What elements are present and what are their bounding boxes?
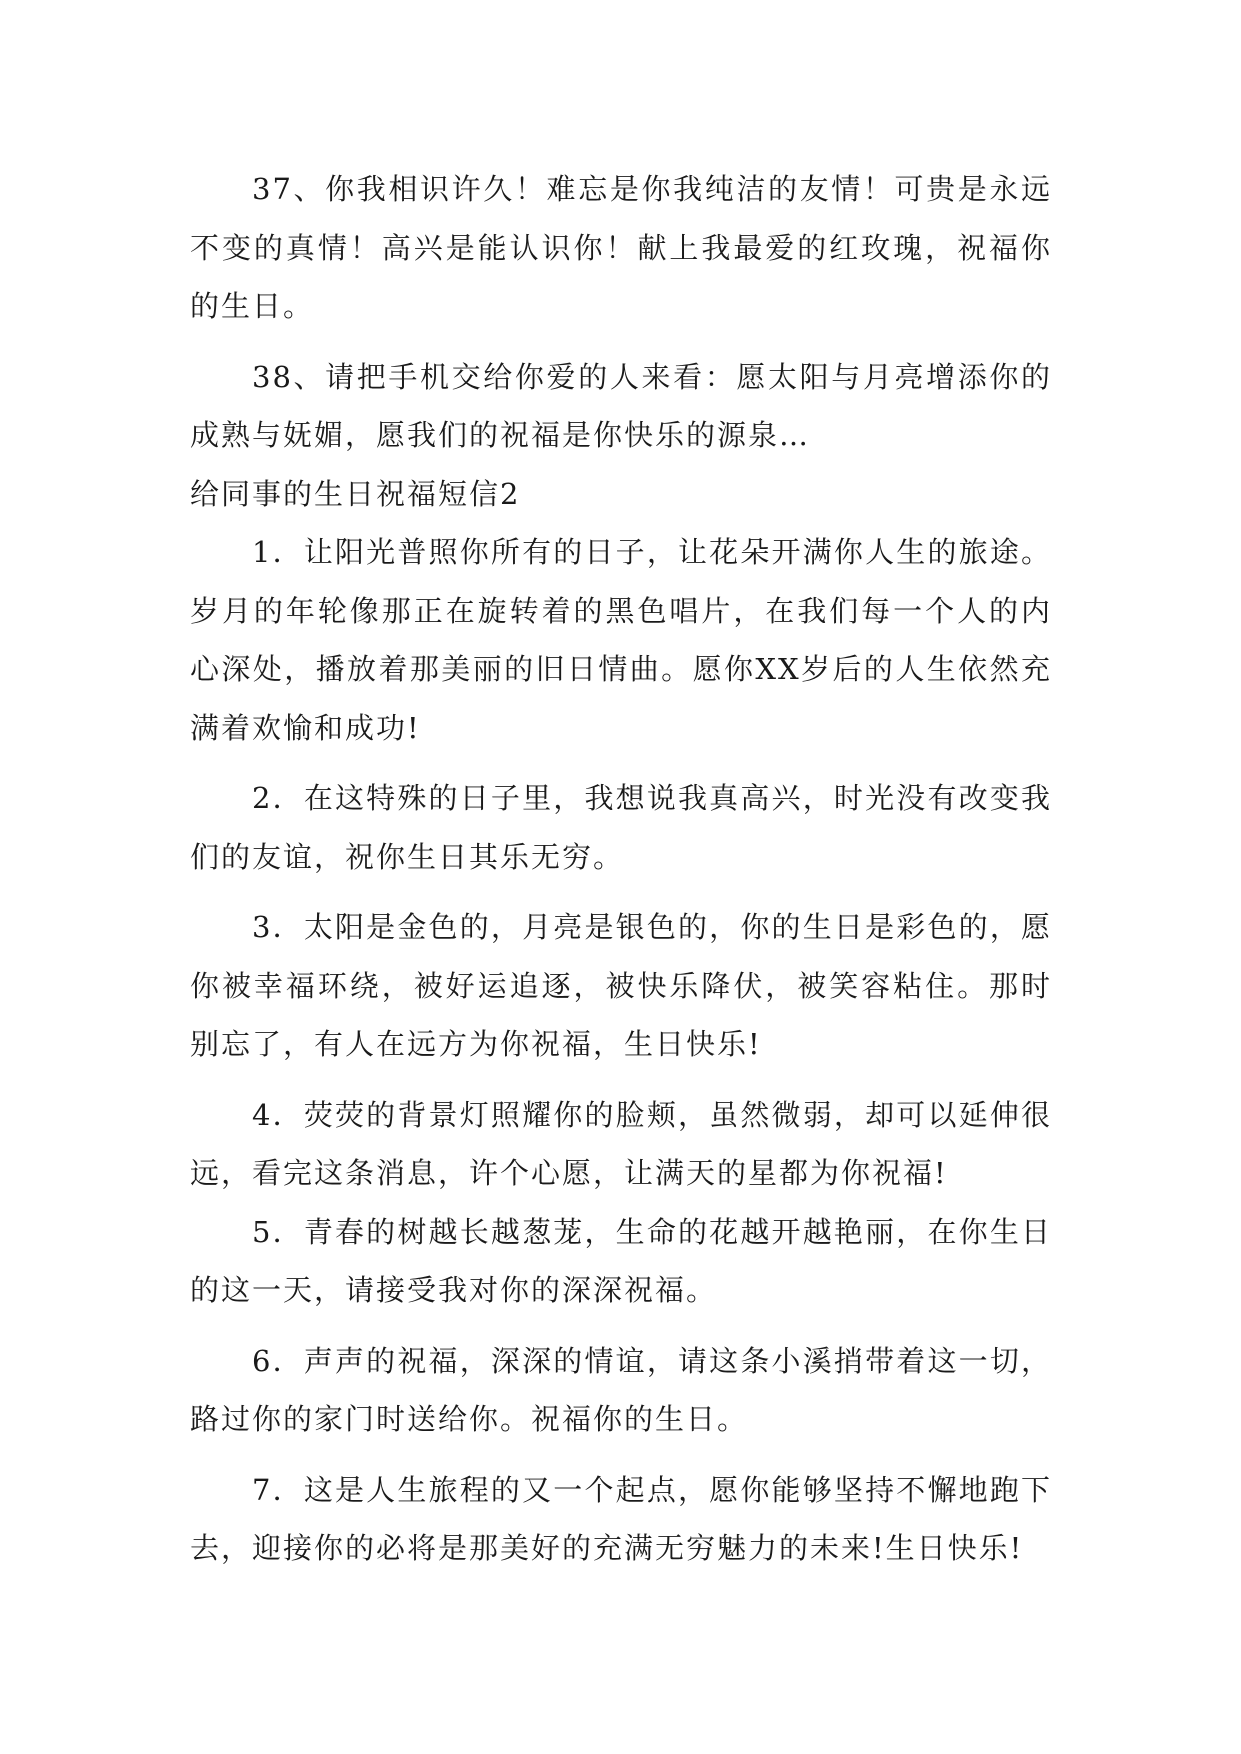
paragraph-2: 2．在这特殊的日子里，我想说我真高兴，时光没有改变我们的友谊，祝你生日其乐无穷。 — [190, 781, 1052, 874]
paragraph-3: 3．太阳是金色的，月亮是银色的，你的生日是彩色的，愿你被幸福环绕，被好运追逐，被快乐降伏，被笑容粘住。那时别忘了，有人在远方为你祝福，生日快乐! — [190, 910, 1052, 1061]
paragraph-38: 38、请把手机交给你爱的人来看：愿太阳与月亮增添你的成熟与妩媚，愿我们的祝福是你快乐的源泉… — [190, 359, 1052, 452]
paragraph-5: 5．青春的树越长越葱茏，生命的花越开越艳丽，在你生日的这一天，请接受我对你的深深祝福。 — [190, 1214, 1052, 1307]
paragraph-1: 1．让阳光普照你所有的日子，让花朵开满你人生的旅途。岁月的年轮像那正在旋转着的黑色唱片，在我们每一个人的内心深处，播放着那美丽的旧日情曲。愿你XX岁后的人生依然充满着欢愉和成功! — [190, 535, 1052, 745]
paragraph-7: 7．这是人生旅程的又一个起点，愿你能够坚持不懈地跑下去，迎接你的必将是那美好的充满无穷魅力的未来!生日快乐! — [190, 1472, 1052, 1565]
section-heading: 给同事的生日祝福短信2 — [190, 476, 521, 511]
paragraph-6: 6．声声的祝福，深深的情谊，请这条小溪捎带着这一切，路过你的家门时送给你。祝福你的生日。 — [190, 1343, 1052, 1436]
paragraph-37: 37、你我相识许久！难忘是你我纯洁的友情！可贵是永远不变的真情！高兴是能认识你！献上我最爱的红玫瑰，祝福你的生日。 — [190, 172, 1052, 323]
paragraph-4: 4．荧荧的背景灯照耀你的脸颊，虽然微弱，却可以延伸很远，看完这条消息，许个心愿，让满天的星都为你祝福! — [190, 1097, 1052, 1190]
document-page — [190, 160, 1052, 1578]
